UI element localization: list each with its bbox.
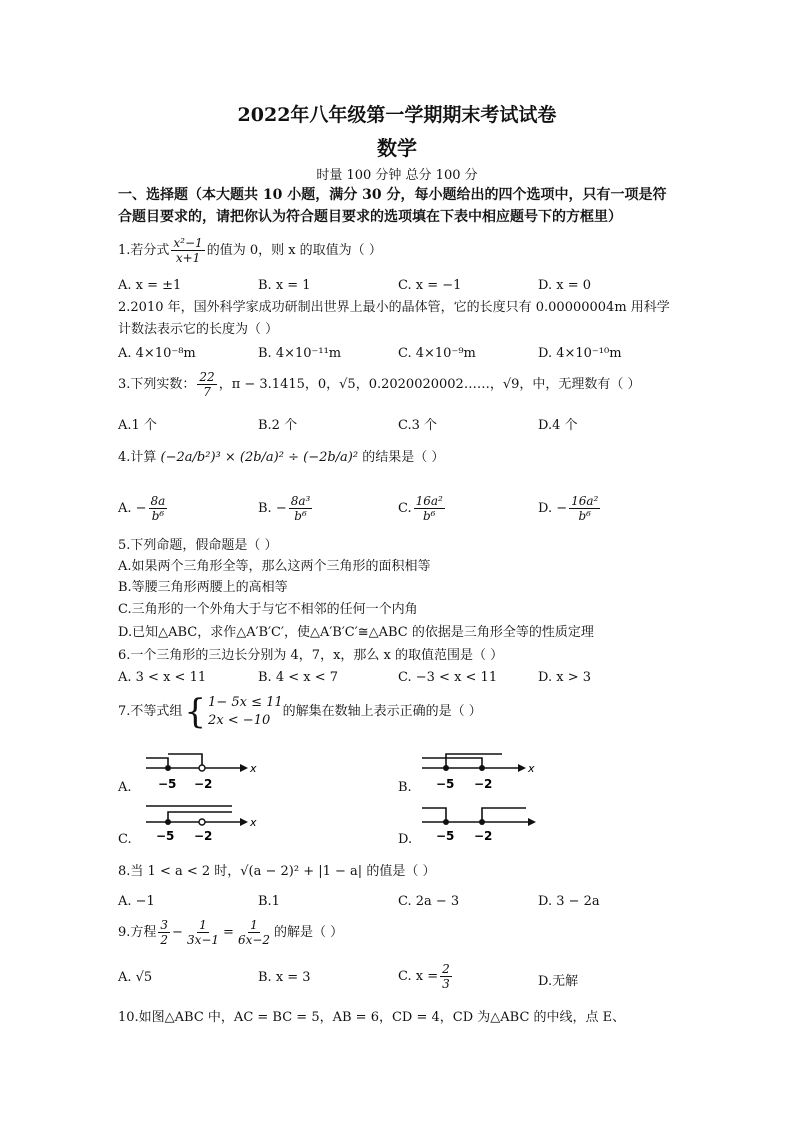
q4-b-num: 8a³ bbox=[290, 494, 311, 508]
q5-option-d: D.已知△ABC，求作△A′B′C′，使△A′B′C′≅△ABC 的依据是三角形全等的性质定理 bbox=[118, 625, 594, 640]
tick-minus-2: −2 bbox=[474, 777, 493, 791]
q1-fraction bbox=[171, 236, 204, 265]
q9-option-b: B. x = 3 bbox=[258, 970, 311, 985]
exam-title: 2022年八年级第一学期期末考试试卷 bbox=[237, 104, 557, 126]
q7-option-a-label: A. bbox=[118, 780, 132, 795]
q7-option-d-numberline bbox=[418, 800, 546, 844]
axis-label: x bbox=[250, 816, 257, 829]
q4-c-num: 16a² bbox=[415, 494, 443, 508]
q4-d-den: b⁶ bbox=[578, 509, 591, 523]
tick-minus-5: −5 bbox=[436, 829, 455, 843]
question-5: 5.下列命题，假命题是（ ） bbox=[118, 538, 278, 553]
q9-suffix: 的解是（ ） bbox=[274, 925, 344, 940]
question-2-line2: 计数法表示它的长度为（ ） bbox=[118, 322, 279, 337]
q6-option-b: B. 4 < x < 7 bbox=[258, 670, 339, 685]
q9-fraction-3 bbox=[236, 918, 272, 947]
q3-fraction bbox=[197, 370, 216, 399]
q1-suffix: 的值为 0，则 x 的取值为（ ） bbox=[206, 243, 382, 258]
q9-c-den: 3 bbox=[442, 977, 450, 991]
q7-option-b-label: B. bbox=[398, 780, 412, 795]
q7-option-b-numberline bbox=[418, 748, 538, 792]
q1-option-a: A. x = ±1 bbox=[118, 278, 182, 293]
q8-option-a: A. −1 bbox=[118, 894, 155, 909]
brace-icon: { bbox=[184, 692, 207, 732]
question-2-line1: 2.2010 年，国外科学家成功研制出世界上最小的晶体管，它的长度只有 0.00000004m 用科学 bbox=[118, 300, 670, 315]
q7-option-c-numberline bbox=[140, 800, 260, 844]
q3-option-c: C.3 个 bbox=[398, 418, 438, 433]
q9-f2-den: 3x−1 bbox=[186, 933, 220, 947]
q4-b-label: B. − bbox=[258, 501, 287, 516]
question-9: 9.方程 $\frac{3}{2}$ − $\frac{1}{3x-1}$ = $\frac{1}{6x-2}$ 的解是（ ） bbox=[118, 918, 344, 947]
q7-option-d-label: D. bbox=[398, 832, 413, 847]
q1-denominator: x+1 bbox=[175, 251, 201, 265]
q3-suffix: ，π − 3.1415，0，√5，0.2020020002……，√9，中，无理数有（ ） bbox=[218, 377, 641, 392]
q7-prefix: 7.不等式组 bbox=[118, 704, 183, 719]
q9-option-d: D.无解 bbox=[538, 974, 579, 989]
q4-b-den: b⁶ bbox=[294, 509, 307, 523]
q5-option-a: A.如果两个三角形全等，那么这两个三角形的面积相等 bbox=[118, 559, 431, 574]
question-10: 10.如图△ABC 中，AC = BC = 5，AB = 6，CD = 4，CD 为△ABC 的中线，点 E、 bbox=[118, 1010, 626, 1025]
q9-fraction-2 bbox=[185, 918, 221, 947]
q5-option-c: C.三角形的一个外角大于与它不相邻的任何一个内角 bbox=[118, 602, 418, 617]
q9-c-fraction bbox=[440, 962, 452, 991]
tick-minus-5: −5 bbox=[156, 829, 175, 843]
q4-option-d bbox=[538, 494, 602, 523]
q7-option-c-label: C. bbox=[118, 832, 132, 847]
q9-f3-den: 6x−2 bbox=[237, 933, 271, 947]
tick-minus-2: −2 bbox=[474, 829, 493, 843]
q4-option-c bbox=[398, 494, 447, 523]
q9-c-label: C. x = bbox=[398, 969, 439, 984]
q4-a-num: 8a bbox=[150, 494, 166, 508]
q1-option-d: D. x = 0 bbox=[538, 278, 591, 293]
q4-suffix: 的结果是（ ） bbox=[362, 450, 445, 465]
q2-option-d: D. 4×10⁻¹⁰m bbox=[538, 346, 622, 361]
q9-f1-num: 3 bbox=[160, 918, 169, 932]
tick-minus-5: −5 bbox=[158, 777, 177, 791]
q7-system bbox=[208, 694, 283, 730]
question-1 bbox=[118, 236, 382, 265]
tick-minus-5: −5 bbox=[436, 777, 455, 791]
q4-d-fraction bbox=[569, 494, 600, 523]
q6-option-a: A. 3 < x < 11 bbox=[118, 670, 207, 685]
q1-numerator: x²−1 bbox=[173, 236, 203, 250]
section-heading: 一、选择题（本大题共 10 小题，满分 30 分，每小题给出的四个选项中，只有一项是符合题目要求的，请把你认为符合题目要求的选项填在下表中相应题号下的方框里） bbox=[118, 187, 667, 225]
q9-f3-num: 1 bbox=[250, 918, 258, 932]
q9-c-num: 2 bbox=[442, 962, 450, 976]
q3-option-b: B.2 个 bbox=[258, 418, 298, 433]
q4-b-fraction bbox=[289, 494, 313, 523]
question-4 bbox=[118, 448, 444, 468]
axis-label: x bbox=[250, 762, 257, 775]
q1-option-c: C. x = −1 bbox=[398, 278, 462, 293]
q3-prefix: 3.下列实数： bbox=[118, 377, 196, 392]
q2-option-a: A. 4×10⁻⁸m bbox=[118, 346, 196, 361]
q4-c-den: b⁶ bbox=[422, 509, 436, 523]
q9-option-a: A. √5 bbox=[118, 970, 153, 985]
q4-a-fraction bbox=[149, 494, 168, 523]
q4-c-label: C. bbox=[398, 501, 412, 516]
q9-fraction-1 bbox=[158, 918, 170, 947]
q4-d-label: D. − bbox=[538, 501, 568, 516]
q8-option-b: B.1 bbox=[258, 894, 280, 909]
q6-option-d: D. x > 3 bbox=[538, 670, 591, 685]
exam-meta: 时量 100 分钟 总分 100 分 bbox=[316, 168, 478, 183]
q6-option-c: C. −3 < x < 11 bbox=[398, 670, 498, 685]
question-3 bbox=[118, 370, 641, 399]
q1-option-b: B. x = 1 bbox=[258, 278, 311, 293]
tick-minus-2: −2 bbox=[194, 829, 213, 843]
q4-prefix: 4.计算 bbox=[118, 450, 157, 465]
subject-title: 数学 bbox=[377, 136, 417, 160]
q8-option-d: D. 3 − 2a bbox=[538, 894, 600, 909]
q1-prefix: 1.若分式 bbox=[118, 243, 170, 258]
tick-minus-2: −2 bbox=[194, 777, 213, 791]
q4-expression: (−2a/b²)³ × (2b/a)² ÷ (−2b/a)² bbox=[160, 450, 359, 465]
q7-suffix: 的解集在数轴上表示正确的是（ ） bbox=[282, 704, 482, 719]
q9-option-c bbox=[398, 962, 454, 991]
q9-prefix: 9.方程 bbox=[118, 925, 157, 940]
q9-f1-den: 2 bbox=[160, 933, 169, 947]
q4-a-den: b⁶ bbox=[151, 509, 165, 523]
q4-a-label: A. − bbox=[118, 501, 147, 516]
q3-numerator: 22 bbox=[199, 370, 215, 384]
question-7 bbox=[118, 694, 482, 730]
axis-label: x bbox=[528, 762, 535, 775]
q3-option-d: D.4 个 bbox=[538, 418, 578, 433]
q5-option-b: B.等腰三角形两腰上的高相等 bbox=[118, 580, 288, 595]
q2-option-b: B. 4×10⁻¹¹m bbox=[258, 346, 342, 361]
q7-inequality-1: 1− 5x ≤ 11 bbox=[208, 695, 283, 710]
q7-option-a-numberline bbox=[140, 748, 260, 792]
q4-option-b bbox=[258, 494, 314, 523]
q2-option-c: C. 4×10⁻⁹m bbox=[398, 346, 476, 361]
question-6: 6.一个三角形的三边长分别为 4，7，x，那么 x 的取值范围是（ ） bbox=[118, 648, 504, 663]
q8-option-c: C. 2a − 3 bbox=[398, 894, 460, 909]
q7-inequality-2: 2x < −10 bbox=[208, 713, 271, 728]
q4-d-num: 16a² bbox=[571, 494, 599, 508]
q4-c-fraction bbox=[414, 494, 445, 523]
q4-option-a bbox=[118, 494, 169, 523]
q9-f2-num: 1 bbox=[199, 918, 207, 932]
q3-denominator: 7 bbox=[203, 385, 211, 399]
q3-option-a: A.1 个 bbox=[118, 418, 157, 433]
question-8: 8.当 1 < a < 2 时，√(a − 2)² + |1 − a| 的值是（ ） bbox=[118, 864, 436, 879]
